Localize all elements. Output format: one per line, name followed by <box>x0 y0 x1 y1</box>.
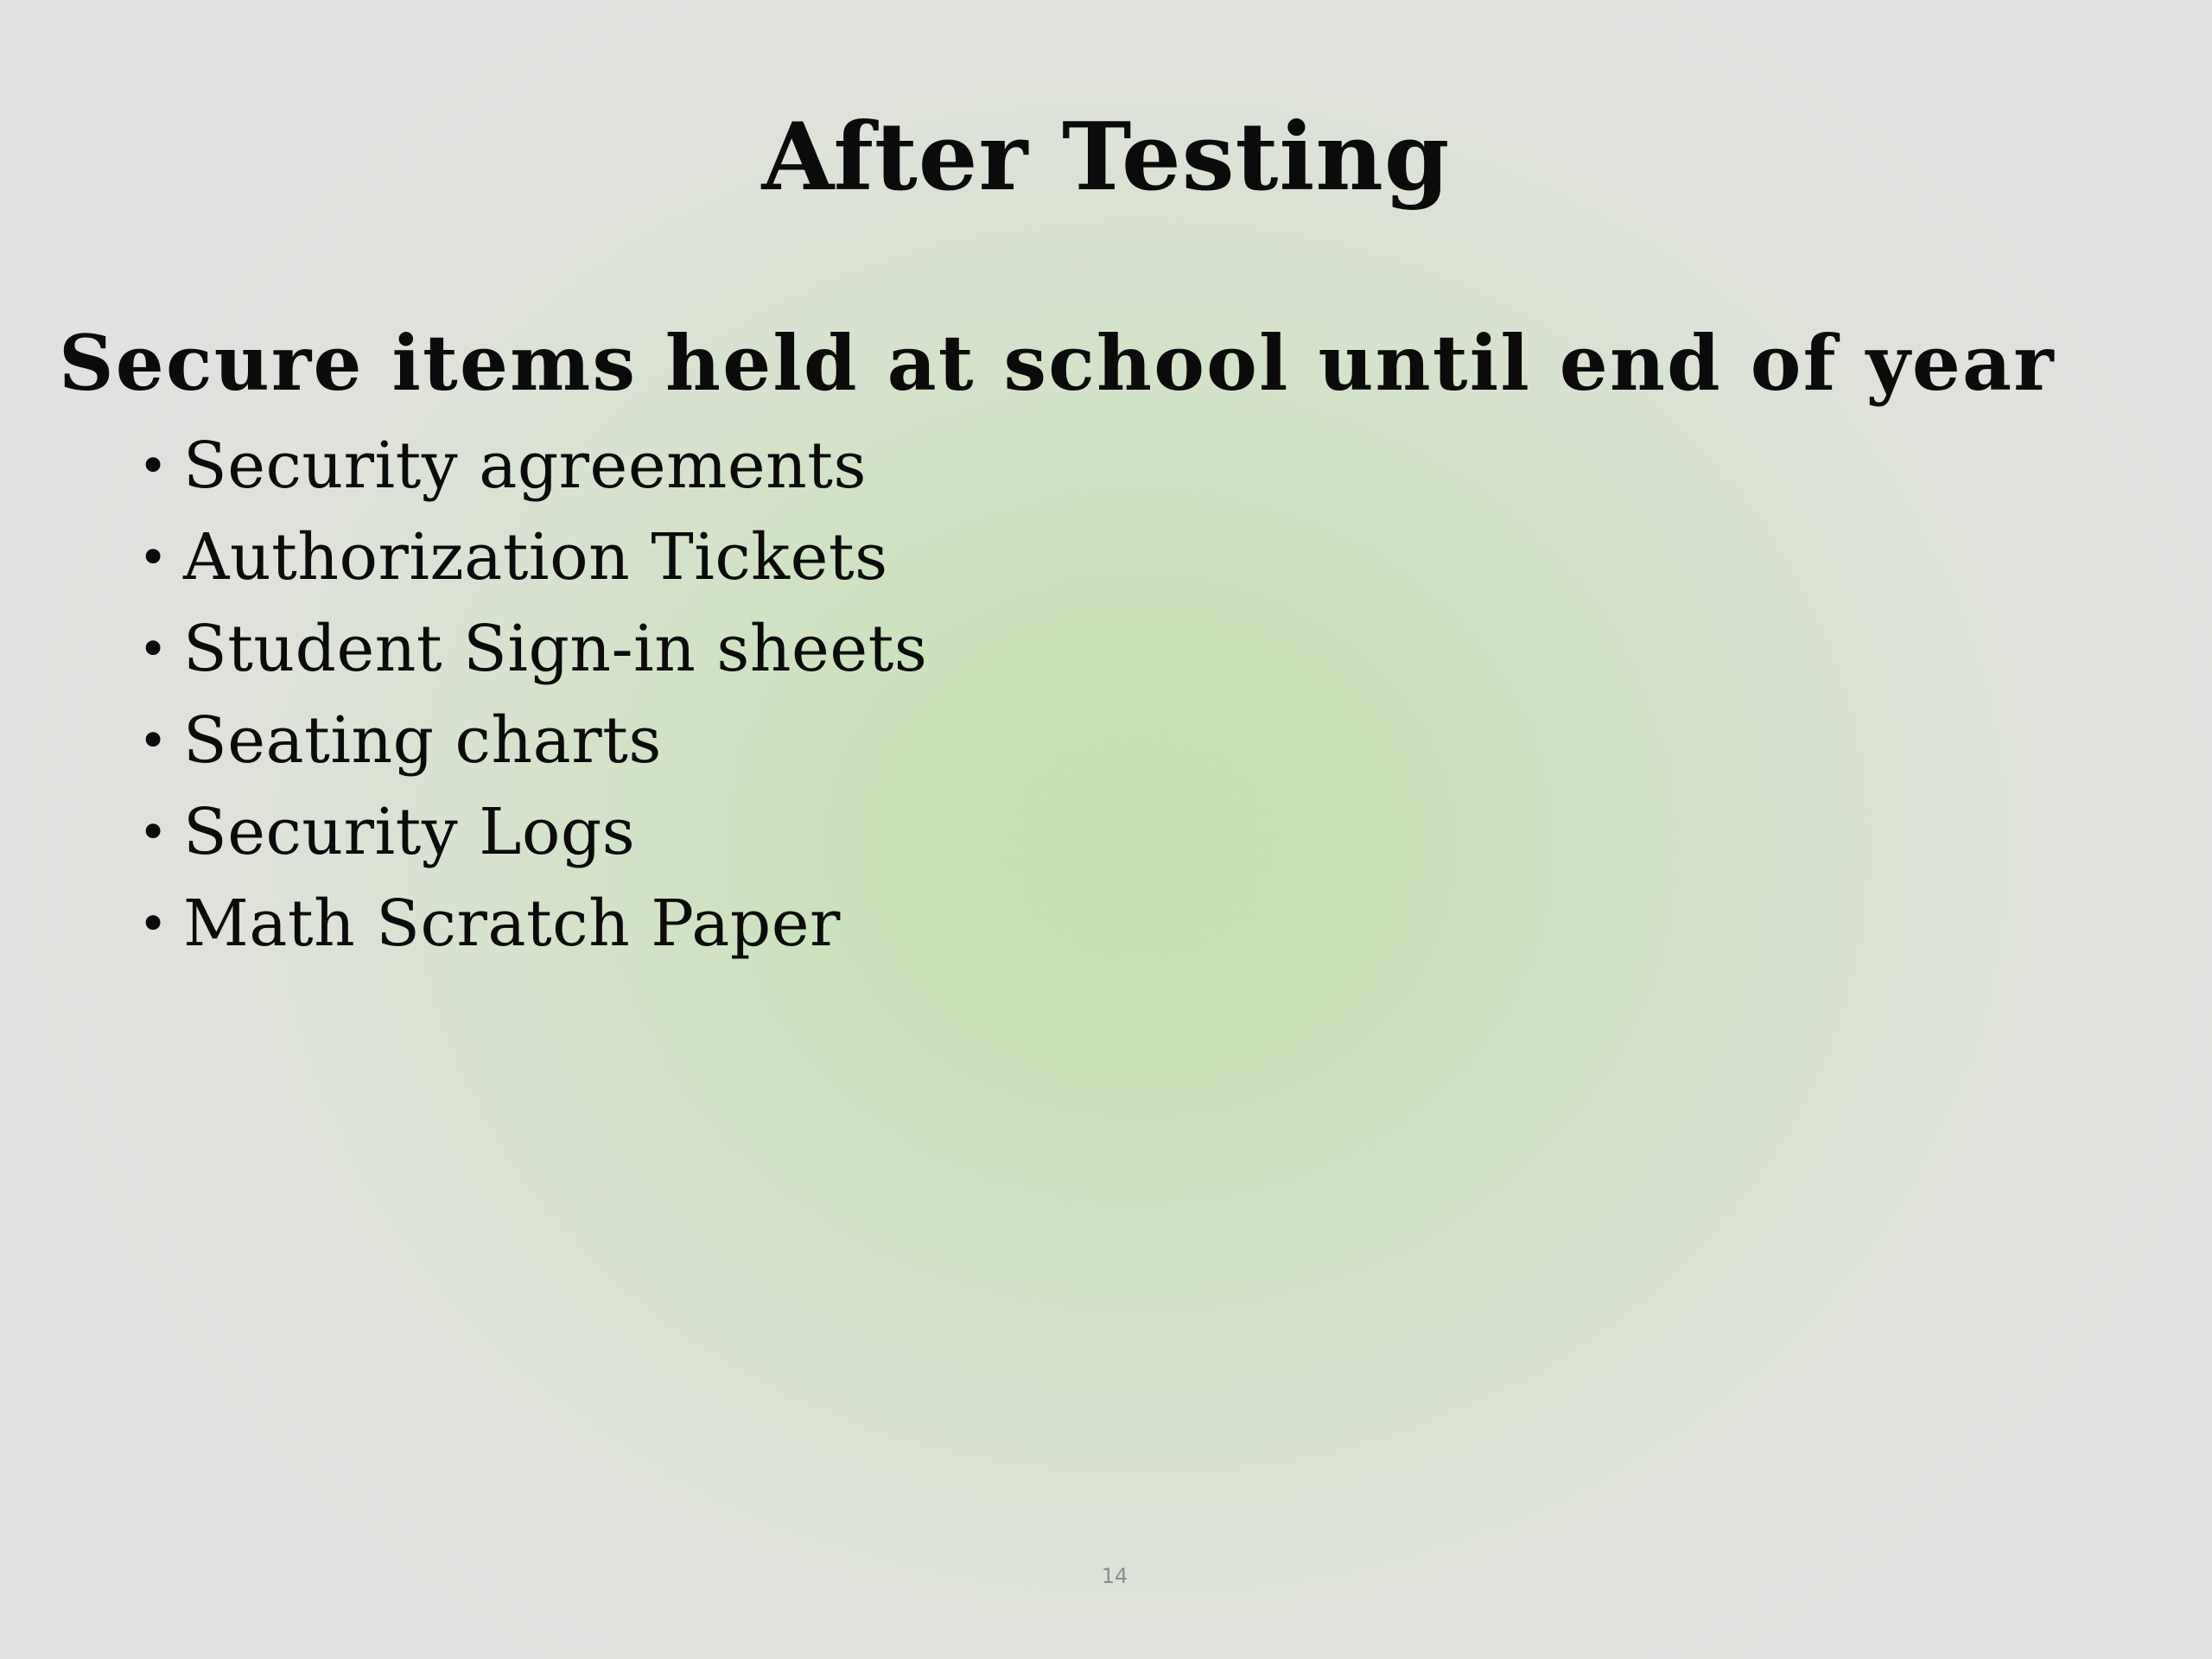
list-item-text: Seating charts <box>183 703 662 778</box>
list-item <box>138 786 927 878</box>
list-item-text: Student Sign-in sheets <box>183 612 928 686</box>
list-item-text: Security Logs <box>183 795 636 869</box>
page-number: 14 <box>1101 1564 1128 1588</box>
list-item <box>138 695 927 786</box>
bullet-icon: • <box>138 528 168 587</box>
bullet-icon: • <box>138 436 168 495</box>
bullet-icon: • <box>138 894 168 953</box>
bullet-icon: • <box>138 803 168 861</box>
bullet-icon: • <box>138 620 168 678</box>
bullet-list <box>138 420 927 969</box>
list-item <box>138 512 927 603</box>
section-heading: Secure items held at school until end of year <box>59 318 2056 408</box>
bullet-icon: • <box>138 711 168 770</box>
list-item-text: Math Scratch Paper <box>183 887 841 961</box>
list-item-text: Security agreements <box>183 429 867 503</box>
list-item <box>138 420 927 512</box>
slide-title: After Testing <box>761 103 1451 212</box>
list-item <box>138 603 927 695</box>
list-item-text: Authorization Tickets <box>183 520 888 594</box>
list-item <box>138 878 927 969</box>
